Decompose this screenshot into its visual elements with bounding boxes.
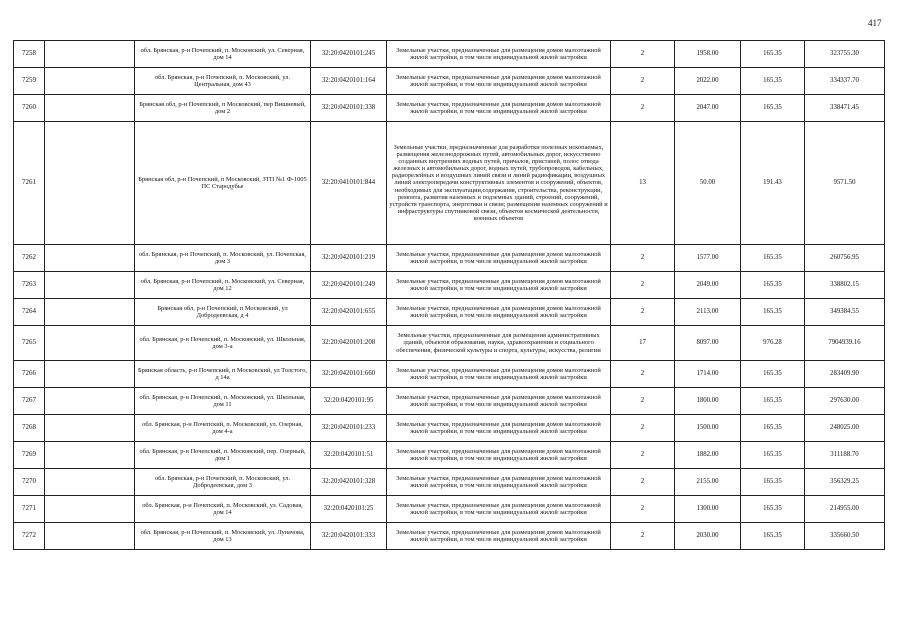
table-row	[14, 326, 885, 361]
use-group-cell: 2	[611, 299, 675, 326]
land-use-cell: Земельные участки, предназначенные для размещения домов малоэтажной жилой застройки, в том числе индивидуальной жилой застройки	[387, 523, 611, 550]
table-row	[14, 299, 885, 326]
cadastral-value-cell: 335660.50	[805, 523, 885, 550]
spacer-cell	[45, 388, 135, 415]
row-number-cell: 7272	[14, 523, 45, 550]
specific-value-cell: 165.35	[741, 415, 805, 442]
specific-value-cell: 976.28	[741, 326, 805, 361]
cadastral-value-cell: 356329.25	[805, 469, 885, 496]
row-number-cell: 7258	[14, 41, 45, 68]
address-cell: Брянская обл, р-н Почепский, п Московский, пер Вишневый, дом 2	[135, 95, 311, 122]
cadastral-value-cell: 338802.15	[805, 272, 885, 299]
area-cell: 2113.00	[675, 299, 741, 326]
land-use-cell: Земельные участки, предназначенные для размещения домов малоэтажной жилой застройки, в том числе индивидуальной жилой застройки	[387, 68, 611, 95]
specific-value-cell: 165.35	[741, 469, 805, 496]
cadastral-number-cell: 32:20:0420101:95	[311, 388, 387, 415]
cadastral-number-cell: 32:20:0420101:660	[311, 361, 387, 388]
area-cell: 1714.00	[675, 361, 741, 388]
specific-value-cell: 165.35	[741, 388, 805, 415]
row-number-cell: 7264	[14, 299, 45, 326]
land-use-cell: Земельные участки, предназначенные для размещения домов малоэтажной жилой застройки, в том числе индивидуальной жилой застройки	[387, 496, 611, 523]
specific-value-cell: 165.35	[741, 245, 805, 272]
area-cell: 1577.00	[675, 245, 741, 272]
table-row	[14, 122, 885, 245]
address-cell: обл. Брянская, р-н Почепский, п. Московский, ул. Школьная, дом 11	[135, 388, 311, 415]
address-cell: обл. Брянская, р-н Почепский, п. Московский, ул. Школьная, дом 3-а	[135, 326, 311, 361]
use-group-cell: 2	[611, 415, 675, 442]
cadastral-number-cell: 32:20:0420101:245	[311, 41, 387, 68]
use-group-cell: 2	[611, 95, 675, 122]
table-row	[14, 442, 885, 469]
cadastral-number-cell: 32:20:0420101:249	[311, 272, 387, 299]
spacer-cell	[45, 415, 135, 442]
cadastral-value-cell: 297630.00	[805, 388, 885, 415]
cadastral-number-cell: 32:20:0420101:51	[311, 442, 387, 469]
spacer-cell	[45, 272, 135, 299]
address-cell: Брянская обл, р-н Почепский, п Московский, ЗТП №1 Ф-1005 ПС Стародубье	[135, 122, 311, 245]
use-group-cell: 13	[611, 122, 675, 245]
area-cell: 50.00	[675, 122, 741, 245]
spacer-cell	[45, 523, 135, 550]
land-use-cell: Земельные участки, предназначенные для размещения домов малоэтажной жилой застройки, в том числе индивидуальной жилой застройки	[387, 272, 611, 299]
address-cell: Брянская область, р-н Почепский, п Московский, ул Толстого, д 14а	[135, 361, 311, 388]
specific-value-cell: 165.35	[741, 299, 805, 326]
land-use-cell: Земельные участки, предназначенные для размещения административных зданий, объектов образования, науки, здравоохранения и социального обеспечения, физической культуры и спорта, культуры, искусства, религии	[387, 326, 611, 361]
address-cell: обл. Брянская, р-н Почепский, п. Московский, ул. Садовая, дом 14	[135, 496, 311, 523]
table-row	[14, 95, 885, 122]
table-row	[14, 523, 885, 550]
specific-value-cell: 191.43	[741, 122, 805, 245]
cadastral-value-cell: 7904939.16	[805, 326, 885, 361]
page-number: 417	[868, 18, 882, 28]
specific-value-cell: 165.35	[741, 523, 805, 550]
row-number-cell: 7271	[14, 496, 45, 523]
address-cell: обл. Брянская, р-н Почепский, п. Московский, ул. Северная, дом 14	[135, 41, 311, 68]
cadastral-value-cell: 283409.90	[805, 361, 885, 388]
address-cell: обл. Брянская, р-н Почепский, п. Московский, ул. Озерная, дом 4-а	[135, 415, 311, 442]
address-cell: обл. Брянская, р-н Почепский, п. Московский, ул. Центральная, дом 43	[135, 68, 311, 95]
cadastral-value-cell: 260756.95	[805, 245, 885, 272]
spacer-cell	[45, 361, 135, 388]
cadastral-value-cell: 349384.55	[805, 299, 885, 326]
row-number-cell: 7263	[14, 272, 45, 299]
cadastral-value-cell: 338471.45	[805, 95, 885, 122]
specific-value-cell: 165.35	[741, 95, 805, 122]
spacer-cell	[45, 95, 135, 122]
row-number-cell: 7262	[14, 245, 45, 272]
table-row	[14, 41, 885, 68]
spacer-cell	[45, 122, 135, 245]
use-group-cell: 2	[611, 245, 675, 272]
use-group-cell: 17	[611, 326, 675, 361]
row-number-cell: 7268	[14, 415, 45, 442]
specific-value-cell: 165.35	[741, 68, 805, 95]
area-cell: 2047.00	[675, 95, 741, 122]
area-cell: 1958.00	[675, 41, 741, 68]
spacer-cell	[45, 326, 135, 361]
address-cell: обл. Брянская, р-н Почепский, п. Московский, ул. Добродеевская, дом 3	[135, 469, 311, 496]
area-cell: 2049.00	[675, 272, 741, 299]
area-cell: 1800.00	[675, 388, 741, 415]
row-number-cell: 7267	[14, 388, 45, 415]
area-cell: 2030.00	[675, 523, 741, 550]
address-cell: обл. Брянская, р-н Почепский, п. Московский, ул. Северная, дом 12	[135, 272, 311, 299]
spacer-cell	[45, 442, 135, 469]
specific-value-cell: 165.35	[741, 41, 805, 68]
specific-value-cell: 165.35	[741, 361, 805, 388]
specific-value-cell: 165.35	[741, 442, 805, 469]
cadastral-number-cell: 32:20:0420101:233	[311, 415, 387, 442]
cadastral-number-cell: 32:20:0420101:164	[311, 68, 387, 95]
address-cell: обл. Брянская, р-н Почепский, п. Московский, ул. Луначова, дом 13	[135, 523, 311, 550]
cadastral-number-cell: 32:20:0420101:25	[311, 496, 387, 523]
row-number-cell: 7260	[14, 95, 45, 122]
cadastral-value-cell: 334337.70	[805, 68, 885, 95]
land-use-cell: Земельные участки, предназначенные для размещения домов малоэтажной жилой застройки, в том числе индивидуальной жилой застройки	[387, 415, 611, 442]
row-number-cell: 7259	[14, 68, 45, 95]
area-cell: 8097.00	[675, 326, 741, 361]
use-group-cell: 2	[611, 442, 675, 469]
area-cell: 1300.00	[675, 496, 741, 523]
spacer-cell	[45, 41, 135, 68]
cadastral-value-cell: 311188.70	[805, 442, 885, 469]
table-row	[14, 469, 885, 496]
land-use-cell: Земельные участки, предназначенные для размещения домов малоэтажной жилой застройки, в том числе индивидуальной жилой застройки	[387, 469, 611, 496]
spacer-cell	[45, 496, 135, 523]
table-row	[14, 361, 885, 388]
table-row	[14, 245, 885, 272]
land-use-cell: Земельные участки, предназначенные для размещения домов малоэтажной жилой застройки, в том числе индивидуальной жилой застройки	[387, 95, 611, 122]
cadastral-number-cell: 32:20:0420101:655	[311, 299, 387, 326]
address-cell: Брянская обл, р-н Почепский, п Московский, ул Добродеевская, д 4	[135, 299, 311, 326]
land-use-cell: Земельные участки, предназначенные для разработки полезных ископаемых, размещения железнодорожных путей, автомобильных дорог, искусственно созданных внутренних водных путей, причалов, пристаней, полос отвода железных и автомобильных дорог, водных путей, трубопроводов, кабельных, радиорелейных и воздушных линий связи и линий радиофикации, воздушных линий электропередачи конструктивных элементов и сооружений, объектов, необходимых для эксплуатации,содержания, строительства, реконструкции, ремонта, развития наземных и подземных зданий, строений, сооружений, устройств транспорта, энергетики и связи; размещения наземных сооружений и инфраструктуры спутниковой связи, объектов космической деятельности, военных объектов	[387, 122, 611, 245]
table-row	[14, 388, 885, 415]
area-cell: 2155.00	[675, 469, 741, 496]
cadastral-value-cell: 214955.00	[805, 496, 885, 523]
cadastral-number-cell: 32:20:0420101:208	[311, 326, 387, 361]
cadastral-number-cell: 32:20:0420101:333	[311, 523, 387, 550]
specific-value-cell: 165.35	[741, 496, 805, 523]
cadastral-value-cell: 9571.50	[805, 122, 885, 245]
use-group-cell: 2	[611, 388, 675, 415]
use-group-cell: 2	[611, 272, 675, 299]
cadastral-number-cell: 32:20:0420101:328	[311, 469, 387, 496]
use-group-cell: 2	[611, 496, 675, 523]
land-use-cell: Земельные участки, предназначенные для размещения домов малоэтажной жилой застройки, в том числе индивидуальной жилой застройки	[387, 442, 611, 469]
cadastral-value-table	[13, 40, 885, 550]
cadastral-value-cell: 248025.00	[805, 415, 885, 442]
land-use-cell: Земельные участки, предназначенные для размещения домов малоэтажной жилой застройки, в том числе индивидуальной жилой застройки	[387, 41, 611, 68]
cadastral-number-cell: 32:20:0420101:338	[311, 95, 387, 122]
use-group-cell: 2	[611, 41, 675, 68]
use-group-cell: 2	[611, 361, 675, 388]
land-use-cell: Земельные участки, предназначенные для размещения домов малоэтажной жилой застройки, в том числе индивидуальной жилой застройки	[387, 299, 611, 326]
table-row	[14, 272, 885, 299]
table-row	[14, 496, 885, 523]
land-use-cell: Земельные участки, предназначенные для размещения домов малоэтажной жилой застройки, в том числе индивидуальной жилой застройки	[387, 388, 611, 415]
row-number-cell: 7269	[14, 442, 45, 469]
cadastral-value-cell: 323755.30	[805, 41, 885, 68]
spacer-cell	[45, 299, 135, 326]
cadastral-number-cell: 32:20:0410101:844	[311, 122, 387, 245]
use-group-cell: 2	[611, 469, 675, 496]
table-row	[14, 415, 885, 442]
land-use-cell: Земельные участки, предназначенные для размещения домов малоэтажной жилой застройки, в том числе индивидуальной жилой застройки	[387, 245, 611, 272]
row-number-cell: 7265	[14, 326, 45, 361]
row-number-cell: 7266	[14, 361, 45, 388]
use-group-cell: 2	[611, 523, 675, 550]
specific-value-cell: 165.35	[741, 272, 805, 299]
spacer-cell	[45, 245, 135, 272]
spacer-cell	[45, 68, 135, 95]
area-cell: 1500.00	[675, 415, 741, 442]
row-number-cell: 7270	[14, 469, 45, 496]
use-group-cell: 2	[611, 68, 675, 95]
table-row	[14, 68, 885, 95]
area-cell: 1882.00	[675, 442, 741, 469]
address-cell: обл. Брянская, р-н Почепский, п. Московский, ул. Почепская, дом 3	[135, 245, 311, 272]
spacer-cell	[45, 469, 135, 496]
row-number-cell: 7261	[14, 122, 45, 245]
address-cell: обл. Брянская, р-н Почепский, п. Московский, пер. Озерный, дом 1	[135, 442, 311, 469]
cadastral-number-cell: 32:20:0420101:219	[311, 245, 387, 272]
land-use-cell: Земельные участки, предназначенные для размещения домов малоэтажной жилой застройки, в том числе индивидуальной жилой застройки	[387, 361, 611, 388]
area-cell: 2022.00	[675, 68, 741, 95]
